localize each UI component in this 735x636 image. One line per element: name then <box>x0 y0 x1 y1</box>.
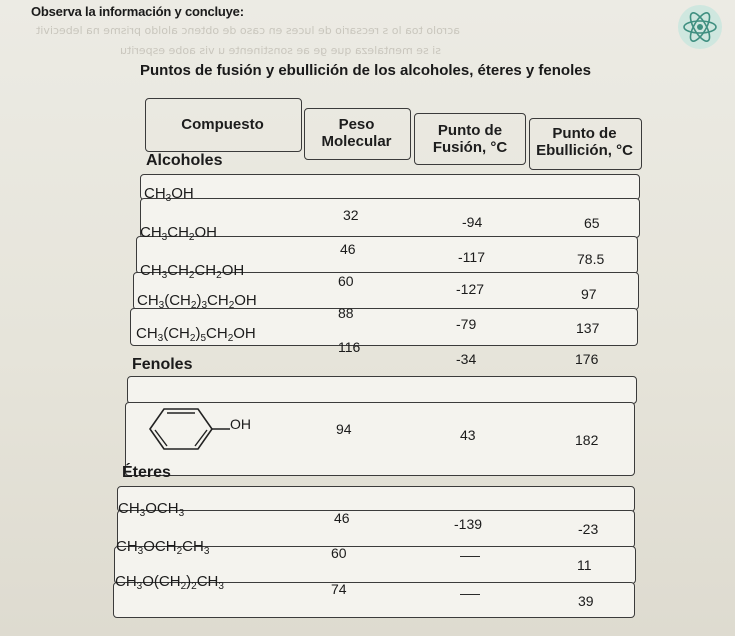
punto-ebullicion: -23 <box>578 521 599 537</box>
subscript: 3 <box>178 508 185 519</box>
header-fusion-line2: Fusión, °C <box>432 139 508 156</box>
punto-fusion: -139 <box>454 516 483 532</box>
subscript: 2 <box>227 333 234 344</box>
punto-fusion: -79 <box>456 316 477 332</box>
header-peso-line1: Peso <box>338 116 375 133</box>
subscript: 2 <box>191 581 197 592</box>
punto-fusion: -127 <box>456 281 485 297</box>
atom-icon <box>677 4 723 50</box>
formula <box>118 500 184 517</box>
formula-part: O(CH <box>142 573 181 590</box>
peso-molecular: 60 <box>338 273 354 289</box>
subscript: 2 <box>188 270 195 281</box>
subscript: 3 <box>136 581 143 592</box>
peso-molecular: 116 <box>338 339 361 355</box>
formula-part: CH <box>194 262 217 279</box>
header-peso-line2: Molecular <box>321 133 392 150</box>
formula-part: CH <box>115 573 137 590</box>
formula-part: CH <box>116 538 138 555</box>
formula-part: OCH <box>145 500 179 517</box>
subscript: 5 <box>200 333 207 344</box>
subscript: 3 <box>218 581 224 592</box>
subscript: 2 <box>228 300 235 311</box>
formula-part: CH <box>140 224 162 241</box>
show-through-text: si se mentaleza que ge ae sonstinente u vis aobe esperitu <box>120 44 442 57</box>
formula-part: OH <box>234 292 257 309</box>
subscript: 2 <box>188 232 195 243</box>
punto-ebullicion: 137 <box>576 320 600 336</box>
subscript: 2 <box>180 581 187 592</box>
punto-ebullicion: 39 <box>578 593 594 609</box>
formula <box>140 224 217 241</box>
formula-part: CH <box>140 262 162 279</box>
phenol-peso: 94 <box>336 421 352 437</box>
header-ebullicion <box>527 125 642 159</box>
section-alcoholes: Alcoholes <box>146 152 223 169</box>
subscript: 3 <box>157 333 164 344</box>
section-eteres: Éteres <box>122 464 171 481</box>
header-ebullicion-line2: Ebullición, °C <box>536 142 633 159</box>
formula-part: (CH <box>163 325 190 342</box>
phenol-oh-label: OH <box>230 416 251 432</box>
formula-part: CH <box>167 224 189 241</box>
section-fenoles-bar <box>127 376 637 404</box>
formula-part: OH <box>194 224 217 241</box>
formula-part: OH <box>171 185 194 202</box>
punto-ebullicion: 78.5 <box>577 251 605 267</box>
formula <box>136 325 256 342</box>
formula-part: OH <box>233 325 256 342</box>
subscript: 3 <box>203 546 210 557</box>
formula-part: CH <box>144 185 166 202</box>
peso-molecular: 60 <box>331 545 347 561</box>
punto-fusion: -34 <box>456 351 477 367</box>
subscript: 3 <box>158 300 165 311</box>
section-fenoles: Fenoles <box>132 356 193 373</box>
subscript: 3 <box>201 300 208 311</box>
subscript: 2 <box>190 300 197 311</box>
formula-part: OH <box>221 262 245 279</box>
punto-ebullicion: 11 <box>577 557 592 573</box>
formula-part: ) <box>195 325 201 342</box>
formula-part: CH <box>207 292 229 309</box>
header-fusion <box>414 122 526 156</box>
peso-molecular: 88 <box>338 305 354 321</box>
formula <box>144 185 194 202</box>
subscript: 3 <box>161 270 168 281</box>
subscript: 3 <box>161 232 168 243</box>
formula-part: CH <box>182 538 204 555</box>
section-alcoholes-bar <box>140 174 640 200</box>
formula-part: ) <box>186 573 192 590</box>
punto-fusion-dash <box>460 556 480 557</box>
formula <box>115 573 224 590</box>
formula <box>137 292 257 309</box>
peso-molecular: 74 <box>331 581 347 597</box>
punto-fusion: -94 <box>462 214 483 230</box>
subscript: 2 <box>189 333 196 344</box>
punto-fusion-dash <box>460 594 480 595</box>
punto-ebullicion: 65 <box>584 215 600 231</box>
show-through-text: acrolo toa lo s recsario de luces en caso de obtenc aloldo prisme na lebecivit <box>36 24 460 37</box>
peso-molecular: 32 <box>343 207 359 223</box>
peso-molecular: 46 <box>340 241 356 257</box>
phenol-ebullicion: 182 <box>575 432 599 448</box>
subscript: 3 <box>137 546 144 557</box>
table-title: Puntos de fusión y ebullición de los alcoholes, éteres y fenoles <box>140 62 591 79</box>
header-ebullicion-line1: Punto de <box>552 125 617 142</box>
punto-ebullicion: 97 <box>581 286 597 302</box>
formula-part: CH <box>137 292 159 309</box>
punto-ebullicion: 176 <box>575 351 599 367</box>
header-peso <box>304 116 409 150</box>
subscript: 2 <box>176 546 183 557</box>
header-fusion-line1: Punto de <box>437 122 503 139</box>
formula-part: OCH <box>143 538 177 555</box>
formula-part: CH <box>136 325 158 342</box>
subscript: 3 <box>139 508 146 519</box>
formula <box>140 262 244 279</box>
formula-part: CH <box>206 325 228 342</box>
header-compuesto: Compuesto <box>181 116 264 133</box>
section-eteres-bar <box>117 486 635 512</box>
formula-part: ) <box>196 292 202 309</box>
peso-molecular: 46 <box>334 510 350 526</box>
formula-part: CH <box>167 262 189 279</box>
phenol-fusion: 43 <box>460 427 476 443</box>
formula-part: CH <box>118 500 140 517</box>
instruction-text: Observa la información y concluye: <box>31 4 244 19</box>
punto-fusion: -117 <box>458 249 485 265</box>
formula-part: CH <box>196 573 219 590</box>
subscript: 2 <box>216 270 222 281</box>
formula <box>116 538 209 555</box>
subscript: 3 <box>165 193 172 204</box>
formula-part: (CH <box>164 292 191 309</box>
